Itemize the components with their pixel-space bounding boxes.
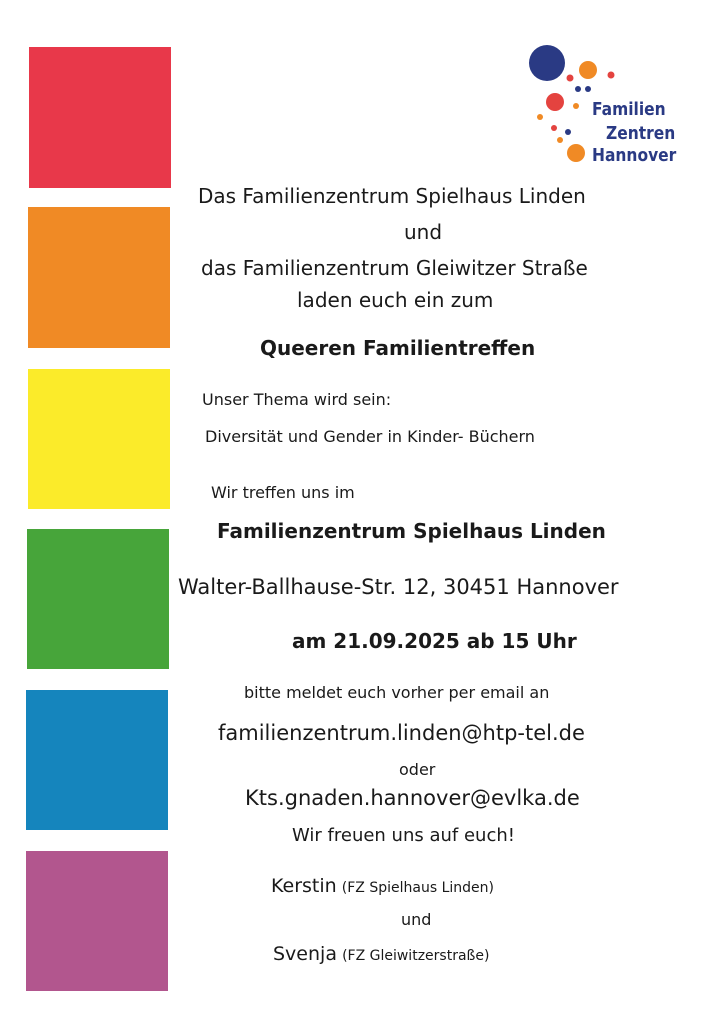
event-date: am 21.09.2025 ab 15 Uhr [292,629,577,653]
familien-zentren-logo [520,40,700,175]
logo-text-line3: Hannover [592,145,677,166]
event-title: Queeren Familientreffen [260,336,536,360]
location-label: Wir treffen uns im [211,483,355,502]
color-square-red [29,47,171,188]
logo-text-line1: Familien [592,99,666,120]
signature-2 [273,943,489,965]
color-square-green [27,529,169,669]
location-address: Walter-Ballhause-Str. 12, 30451 Hannover [178,575,619,599]
color-square-purple [26,851,168,991]
intro-line-1: Das Familienzentrum Spielhaus Linden [198,184,586,208]
signature-and: und [401,910,432,929]
color-square-blue [26,690,168,830]
signature-1-org: (FZ Spielhaus Linden) [341,880,494,896]
topic-label: Unser Thema wird sein: [202,390,392,409]
email-gnaden[interactable]: Kts.gnaden.hannover@evlka.de [245,786,580,810]
registration-note: bitte meldet euch vorher per email an [244,683,550,702]
intro-line-4: laden euch ein zum [297,288,494,312]
location-name: Familienzentrum Spielhaus Linden [217,519,606,543]
signature-2-name: Svenja [273,943,337,965]
registration-or: oder [399,760,436,779]
signature-1 [271,875,494,897]
color-square-yellow [28,369,170,509]
email-linden[interactable]: familienzentrum.linden@htp-tel.de [218,721,585,745]
intro-line-2: und [404,220,443,244]
topic-value: Diversität und Gender in Kinder- Büchern [205,427,535,446]
signature-2-org: (FZ Gleiwitzerstraße) [342,948,490,964]
signature-1-name: Kerstin [271,875,337,897]
logo-text-line2: Zentren [606,123,676,144]
closing-text: Wir freuen uns auf euch! [292,825,515,846]
color-square-orange [28,207,170,348]
intro-line-3: das Familienzentrum Gleiwitzer Straße [201,256,588,280]
